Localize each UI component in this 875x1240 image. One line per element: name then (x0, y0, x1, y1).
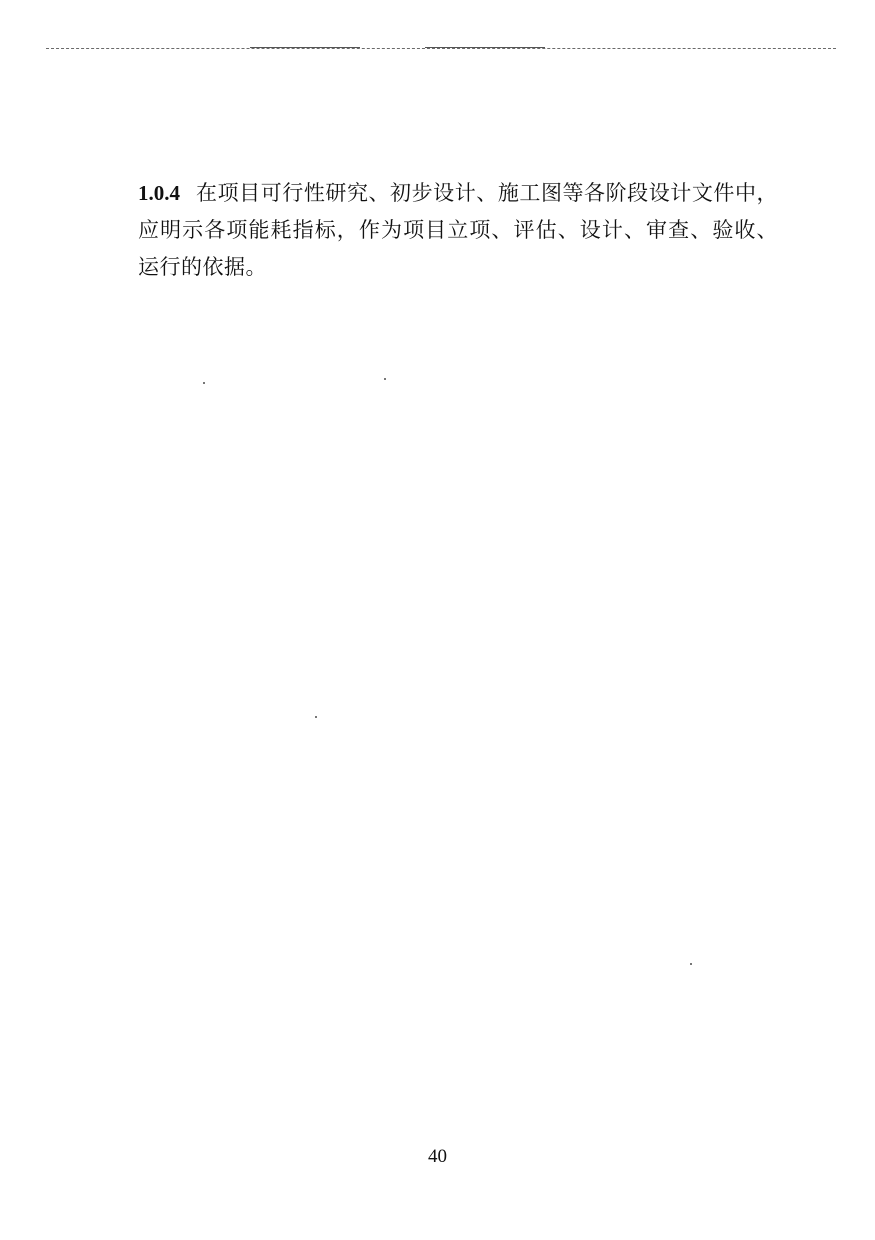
page-number: 40 (428, 1146, 447, 1167)
scan-speck (203, 382, 205, 384)
clause-text: 在项目可行性研究、初步设计、施工图等各阶段设计文件中，应明示各项能耗指标，作为项目立项、评估、设计、审查、验收、运行的依据。 (138, 181, 778, 279)
scan-speck (690, 963, 692, 965)
clause-paragraph (138, 175, 778, 286)
header-rule-segment (425, 47, 545, 48)
scan-speck (384, 378, 386, 380)
header-rule (46, 48, 836, 49)
clause-number: 1.0.4 (138, 181, 180, 205)
header-rule-segment (250, 47, 360, 48)
scan-speck (315, 716, 317, 718)
